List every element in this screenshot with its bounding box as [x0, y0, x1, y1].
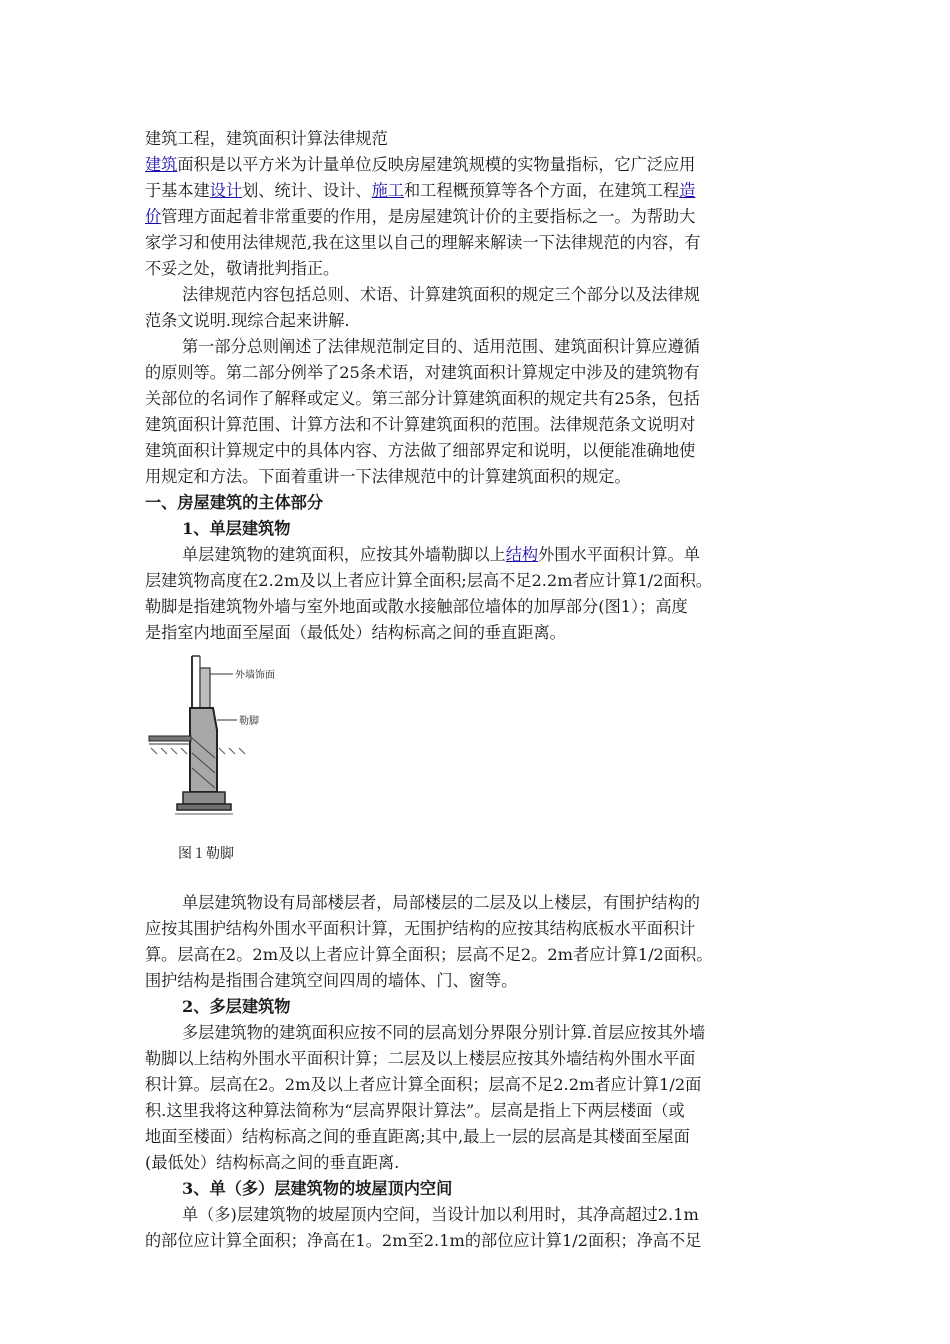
para2-line-2: 范条文说明.现综合起来讲解.	[145, 311, 350, 330]
link-jia[interactable]: 价	[145, 207, 162, 226]
intro-line-5: 不妥之处，敬请批判指正。	[145, 259, 340, 278]
para3-line-3: 关部位的名词作了解释或定义。第三部分计算建筑面积的规定共有25条，包括	[145, 389, 700, 408]
sub1-para2-line-4: 围护结构是指围合建筑空间四周的墙体、门、窗等。	[145, 971, 518, 990]
para3-line-5: 建筑面积计算规定中的具体内容、方法做了细部界定和说明，以便能准确地使	[145, 441, 696, 460]
figure-caption: 图１勒脚	[178, 846, 234, 862]
document-page	[145, 126, 817, 1254]
sub2-para-line-1: 多层建筑物的建筑面积应按不同的层高划分界限分别计算.首层应按其外墙	[182, 1023, 706, 1042]
sub1-heading: 1、单层建筑物	[182, 519, 291, 538]
label-plinth: 勒脚	[239, 716, 259, 727]
link-sheji[interactable]: 设计	[209, 181, 243, 200]
sub2-heading: 2、多层建筑物	[182, 997, 291, 1016]
sub2-para-line-5: 地面至楼面）结构标高之间的垂直距离;其中,最上一层的层高是其楼面至屋面	[145, 1127, 690, 1146]
section1-heading: 一、房屋建筑的主体部分	[145, 493, 324, 512]
intro-line-2: 于基本建设计划、统计、设计、施工和工程概预算等各个方面，在建筑工程造	[145, 181, 696, 200]
spacer	[145, 864, 817, 890]
sub2-para-line-4: 积.这里我将这种算法简称为“层高界限计算法”。层高是指上下两层楼面（或	[145, 1101, 685, 1120]
para3-line-6: 用规定和方法。下面着重讲一下法律规范中的计算建筑面积的规定。	[145, 467, 631, 486]
sub2-para-line-2: 勒脚以上结构外围水平面积计算；二层及以上楼层应按其外墙结构外围水平面	[145, 1049, 696, 1068]
intro-line-1: 建筑面积是以平方米为计量单位反映房屋建筑规模的实物量指标，它广泛应用	[145, 155, 696, 174]
link-shigong[interactable]: 施工	[371, 181, 404, 200]
link-jiegou[interactable]: 结构	[505, 545, 539, 564]
link-jianzhu[interactable]: 建筑	[145, 155, 178, 174]
sub3-para-line-2: 的部位应计算全面积；净高在1。2m至2.1m的部位应计算1/2面积；净高不足	[145, 1231, 702, 1250]
intro-line-4: 家学习和使用法律规范,我在这里以自己的理解来解读一下法律规范的内容，有	[145, 233, 701, 252]
para3-line-2: 的原则等。第二部分例举了25条术语，对建筑面积计算规定中涉及的建筑物有	[145, 363, 700, 382]
sub3-para-line-1: 单（多)层建筑物的坡屋顶内空间，当设计加以利用时，其净高超过2.1m	[182, 1205, 699, 1224]
sub1-para2-line-3: 算。层高在2。2m及以上者应计算全面积；层高不足2。2m者应计算1/2面积。	[145, 945, 713, 964]
para3-line-1: 第一部分总则阐述了法律规范制定目的、适用范围、建筑面积计算应遵循	[182, 337, 700, 356]
plinth-diagram-svg	[145, 648, 295, 820]
sub1-para-line-2: 层建筑物高度在2.2m及以上者应计算全面积;层高不足2.2m者应计算1/2面积。	[145, 571, 712, 590]
figure-plinth-diagram	[145, 648, 295, 820]
sub1-para-line-1: 单层建筑物的建筑面积，应按其外墙勒脚以上结构外围水平面积计算。单	[182, 545, 700, 564]
sub1-para2-line-1: 单层建筑物设有局部楼层者，局部楼层的二层及以上楼层，有围护结构的	[182, 893, 700, 912]
document-title: 建筑工程，建筑面积计算法律规范	[145, 129, 388, 148]
intro-line-3: 价管理方面起着非常重要的作用，是房屋建筑计价的主要指标之一。为帮助大	[145, 207, 696, 226]
sub1-para2-line-2: 应按其围护结构外围水平面积计算，无围护结构的应按其结构底板水平面积计	[145, 919, 696, 938]
sub1-para-line-4: 是指室内地面至屋面（最低处）结构标高之间的垂直距离。	[145, 623, 566, 642]
label-outer-wall-finish: 外墙饰面	[235, 670, 275, 681]
sub3-heading: 3、单（多）层建筑物的坡屋顶内空间	[182, 1179, 453, 1198]
sub1-para-line-3: 勒脚是指建筑物外墙与室外地面或散水接触部位墙体的加厚部分(图1）；高度	[145, 597, 688, 616]
link-zao[interactable]: 造	[679, 181, 696, 200]
para3-line-4: 建筑面积计算范围、计算方法和不计算建筑面积的范围。法律规范条文说明对	[145, 415, 696, 434]
para2-line-1: 法律规范内容包括总则、术语、计算建筑面积的规定三个部分以及法律规	[182, 285, 700, 304]
sub2-para-line-6: (最低处）结构标高之间的垂直距离.	[145, 1153, 400, 1172]
sub2-para-line-3: 积计算。层高在2。2m及以上者应计算全面积；层高不足2.2m者应计算1/2面	[145, 1075, 702, 1094]
